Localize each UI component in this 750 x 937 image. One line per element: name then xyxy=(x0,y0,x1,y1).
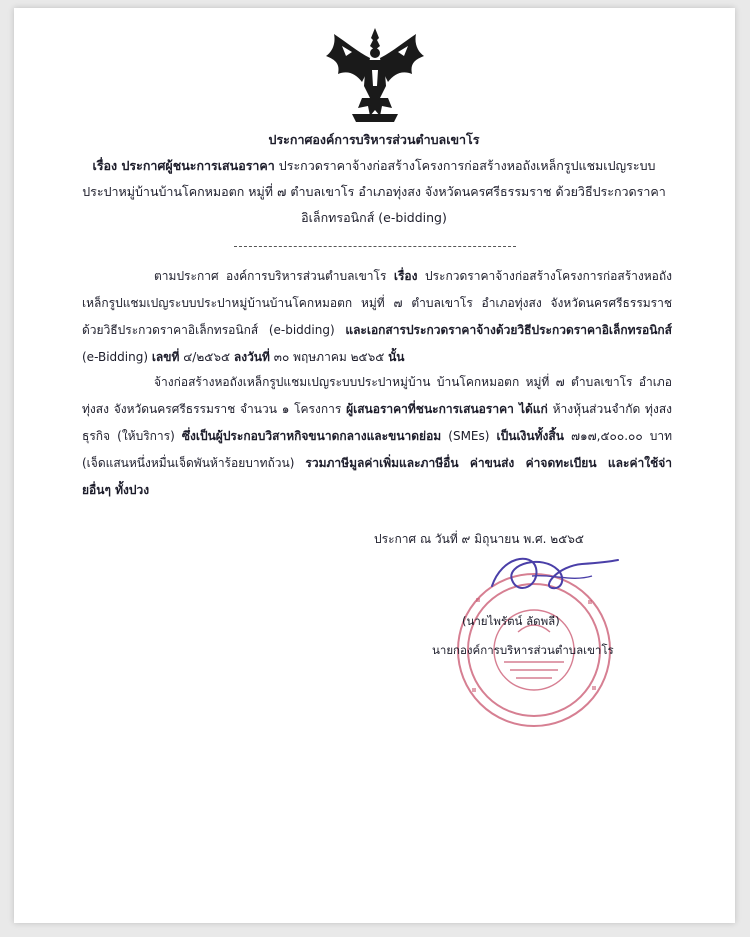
org-header: ประกาศองค์การบริหารส่วนตำบลเขาโร xyxy=(268,132,480,147)
paragraph-2: จ้างก่อสร้างหอถังเหล็กรูปแชมเปญระบบประปาหมู่บ้าน บ้านโคกหมอตก หมู่ที่ ๗ ตำบลเขาโร อำเภอทุ่งสง จังหวัดนครศรีธรรมราช จำนวน ๑ โครงการ ผู้เสนอราคาที่ชนะการเสนอราคา ได้แก่ ห้างหุ้นส่วนจำกัด ทุ่งสงธุรกิจ (ให้บริการ) ซึ่งเป็นผู้ประกอบวิสาหกิจขนาดกลางและขนาดย่อม (SMEs) เป็นเงินทั้งสิ้น ๗๑๗,๕๐๐.๐๐ บาท (เจ็ดแสนหนึ่งหมื่นเจ็ดพันห้าร้อยบาทถ้วน) รวมภาษีมูลค่าเพิ่มและภาษีอื่น ค่าขนส่ง ค่าจดทะเบียน และค่าใช้จ่ายอื่นๆ ทั้งปวง xyxy=(82,375,672,497)
signatory-position: นายกองค์การบริหารส่วนตำบลเขาโร xyxy=(432,643,614,657)
subject-text: ประกวดราคาจ้างก่อสร้างโครงการก่อสร้างหอถังเหล็กรูปแชมเปญระบบ xyxy=(274,158,656,173)
signature-scribble-icon xyxy=(462,546,622,606)
document-page xyxy=(14,8,735,923)
subject-label: เรื่อง ประกาศผู้ชนะการเสนอราคา xyxy=(92,158,275,173)
signatory-name: (นายไพรัตน์ ลัดพลี) xyxy=(462,614,560,628)
garuda-emblem-icon xyxy=(322,26,428,126)
subject-line-3: อิเล็กทรอนิกส์ (e-bidding) xyxy=(301,210,447,225)
separator-line xyxy=(234,246,516,247)
title-block xyxy=(34,127,714,231)
paragraph-1: ตามประกาศ องค์การบริหารส่วนตำบลเขาโร เรื่อง ประกวดราคาจ้างก่อสร้างโครงการก่อสร้างหอถังเหล็กรูปแชมเปญระบบประปาหมู่บ้านบ้านโคกหมอตก หมู่ที่ ๗ ตำบลเขาโร อำเภอทุ่งสง จังหวัดนครศรีธรรมราช ด้วยวิธีประกวดราคาอิเล็กทรอนิกส์ (e-bidding) และเอกสารประกวดราคาจ้างด้วยวิธีประกวดราคาอิเล็กทรอนิกส์ (e-Bidding) เลขที่ ๔/๒๕๖๕ ลงวันที่ ๓๐ พฤษภาคม ๒๕๖๕ นั้น xyxy=(82,269,672,364)
subject-line-2: ประปาหมู่บ้านบ้านโคกหมอตก หมู่ที่ ๗ ตำบลเขาโร อำเภอทุ่งสง จังหวัดนครศรีธรรมราช ด้วยวิธีประกวดราคา xyxy=(82,184,666,199)
subject-line-1 xyxy=(34,153,714,179)
announcement-date: ประกาศ ณ วันที่ ๙ มิถุนายน พ.ศ. ๒๕๖๕ xyxy=(374,532,584,546)
